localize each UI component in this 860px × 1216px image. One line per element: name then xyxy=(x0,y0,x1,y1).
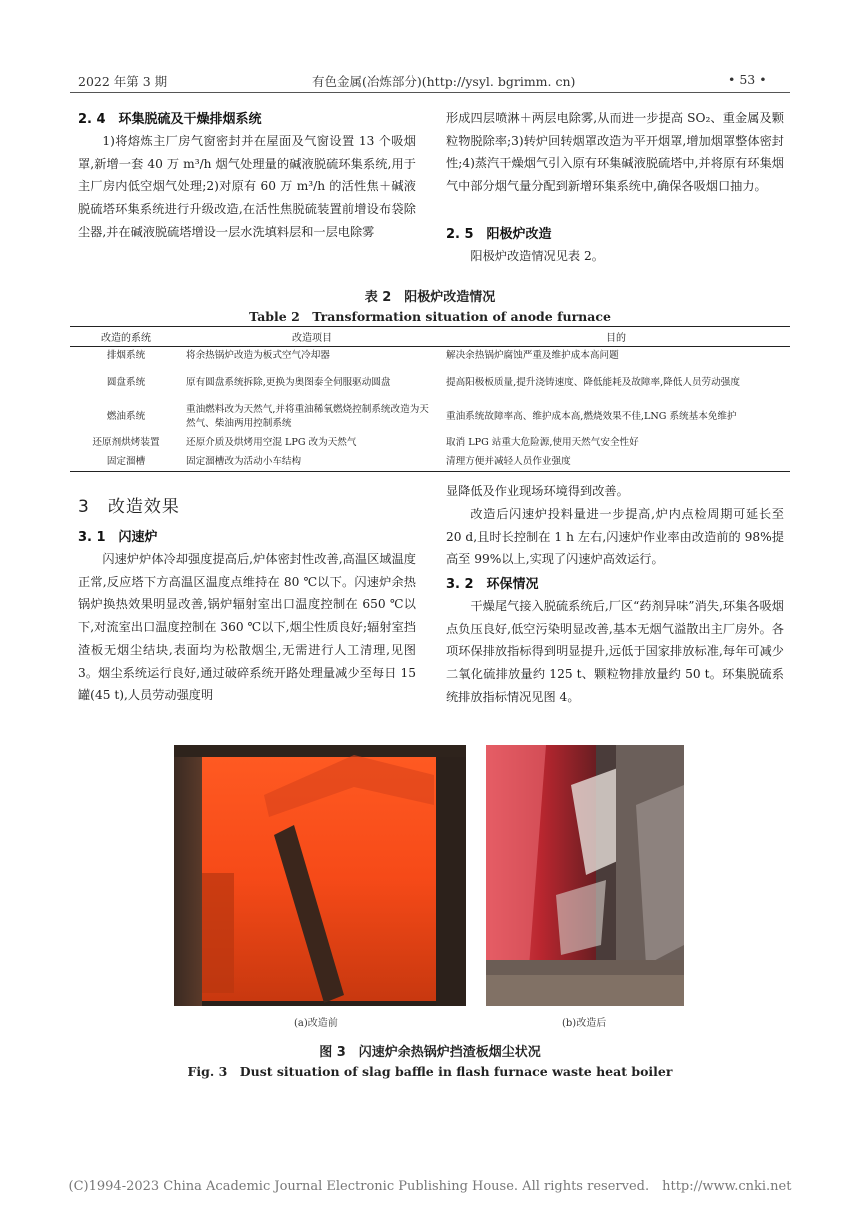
table-cell-system: 圆盘系统 xyxy=(106,376,146,388)
figure-3a-subcaption: (a)改造前 xyxy=(294,1018,338,1029)
table-cell-purpose: 解决余热锅炉腐蚀严重及维护成本高问题 xyxy=(446,350,619,362)
table-cell-system: 固定溜槽 xyxy=(70,453,182,472)
table-header-cell: 改造项目 xyxy=(182,327,442,347)
table-row xyxy=(70,366,790,400)
table-cell-purpose: 清理方便并减轻人员作业强度 xyxy=(442,453,790,472)
journal-issue: 2022 年第 3 期 xyxy=(78,74,168,89)
table-row xyxy=(70,434,790,453)
section-2-4-heading: 2. 4 环集脱硫及干燥排烟系统 xyxy=(78,112,262,127)
section-3-2-heading: 3. 2 环保情况 xyxy=(446,577,539,592)
photo-before-renovation xyxy=(174,745,466,1006)
table-row xyxy=(70,347,790,366)
header-rule xyxy=(70,92,790,93)
section-2-5-heading: 2. 5 阳极炉改造 xyxy=(446,227,552,242)
table-header-cell: 目的 xyxy=(442,327,790,347)
section-3-1-paragraph: 闪速炉炉体冷却强度提高后,炉体密封性改善,高温区域温度正常,反应塔下方高温区温度点维持在 80 ℃以下。闪速炉余热锅炉换热效果明显改善,锅炉辐射室出口温度控制在 650 ℃以下,对流室出口温度控制在 360 ℃以下,烟尘性质良好;辐射室挡渣板无烟尘结块,表面均为松散烟尘,无需进行人工清理,见图 3。烟尘系统运行良好,通过破碎系统开路处理量减少至每日 15 罐(45 t),人员劳动强度明 xyxy=(78,552,416,703)
table-2 xyxy=(70,326,790,472)
table-cell-system: 燃油系统 xyxy=(106,410,146,422)
photo-after-renovation xyxy=(486,745,684,1006)
section-3-heading: 3 改造效果 xyxy=(78,497,180,517)
table-row xyxy=(70,453,790,472)
section-3-1-paragraph-cont: 显降低及作业现场环境得到改善。 xyxy=(446,484,629,498)
copyright-footer: (C)1994-2023 China Academic Journal Electronic Publishing House. All rights reserved. http://www.cnki.net xyxy=(68,1179,792,1194)
table-cell-item: 固定溜槽改为活动小车结构 xyxy=(182,453,442,472)
table-cell-purpose: 取消 LPG 站重大危险源,使用天然气安全性好 xyxy=(446,437,639,448)
table-cell-item: 重油燃料改为天然气,并将重油稀氧燃烧控制系统改造为天然气、柴油两用控制系统 xyxy=(186,403,429,429)
table-cell-system: 排烟系统 xyxy=(106,350,146,362)
section-3-1-heading: 3. 1 闪速炉 xyxy=(78,530,158,545)
section-3-2-paragraph: 干燥尾气接入脱硫系统后,厂区“药剂异味”消失,环集各吸烟点负压良好,低空污染明显改善,基本无烟气溢散出主厂房外。各项环保排放指标得到明显提升,远低于国家排放标准,每年可减少二氧化硫排放量约 125 t、颗粒物排放量约 50 t。环集脱硫系统排放指标情况见图 4。 xyxy=(446,599,784,704)
figure-3-caption-cn: 图 3 闪速炉余热锅炉挡渣板烟尘状况 xyxy=(319,1045,541,1060)
table-cell-item: 将余热锅炉改造为板式空气冷却器 xyxy=(186,350,330,362)
table-cell-purpose: 提高阳极板质量,提升浇铸速度、降低能耗及故障率,降低人员劳动强度 xyxy=(446,376,740,388)
figure-3-caption-en: Fig. 3 Dust situation of slag baffle in flash furnace waste heat boiler xyxy=(187,1064,673,1079)
table-cell-item: 原有圆盘系统拆除,更换为奥图泰全伺服驱动圆盘 xyxy=(186,376,391,388)
section-2-4-paragraph: 1)将熔炼主厂房气窗密封并在屋面及气窗设置 13 个吸烟罩,新增一套 40 万 m³/h 烟气处理量的碱液脱硫环集系统,用于主厂房内低空烟气处理;2)对原有 60 万 m³/h 的活性焦＋碱液脱硫塔环集系统进行升级改造,在活性焦脱硫装置前增设布袋除尘器,并在碱液脱硫塔增设一层水洗填料层和一层电除雾 xyxy=(78,134,416,239)
table-2-title-en: Table 2 Transformation situation of anode furnace xyxy=(249,309,611,324)
table-header-cell: 改造的系统 xyxy=(70,327,182,347)
journal-title: 有色金属(冶炼部分)(http://ysyl. bgrimm. cn) xyxy=(312,74,576,89)
figure-3b-subcaption: (b)改造后 xyxy=(562,1018,607,1029)
page-number: • 53 • xyxy=(728,72,767,87)
section-3-1-paragraph-2: 改造后闪速炉投料量进一步提高,炉内点检周期可延长至 20 d,且时长控制在 1 h 左右,闪速炉作业率由改造前的 98%提高至 99%以上,实现了闪速炉高效运行。 xyxy=(446,507,784,567)
table-2-title-cn: 表 2 阳极炉改造情况 xyxy=(364,290,496,305)
table-header-row xyxy=(70,327,790,347)
section-2-5-paragraph: 阳极炉改造情况见表 2。 xyxy=(470,249,604,263)
table-cell-purpose: 重油系统故障率高、维护成本高,燃烧效果不佳,LNG 系统基本免维护 xyxy=(446,410,737,422)
section-2-4-paragraph-cont: 形成四层喷淋＋两层电除雾,从而进一步提高 SO₂、重金属及颗粒物脱除率;3)转炉回转烟罩改造为平开烟罩,增加烟罩整体密封性;4)蒸汽干燥烟气引入原有环集碱液脱硫塔中,并将原有环集烟气中部分烟气量分配到新增环集系统中,确保各吸烟口抽力。 xyxy=(446,111,784,194)
table-row xyxy=(70,400,790,434)
table-cell-system: 还原剂烘烤装置 xyxy=(92,437,160,448)
table-cell-item: 还原介质及烘烤用空混 LPG 改为天然气 xyxy=(186,437,357,448)
